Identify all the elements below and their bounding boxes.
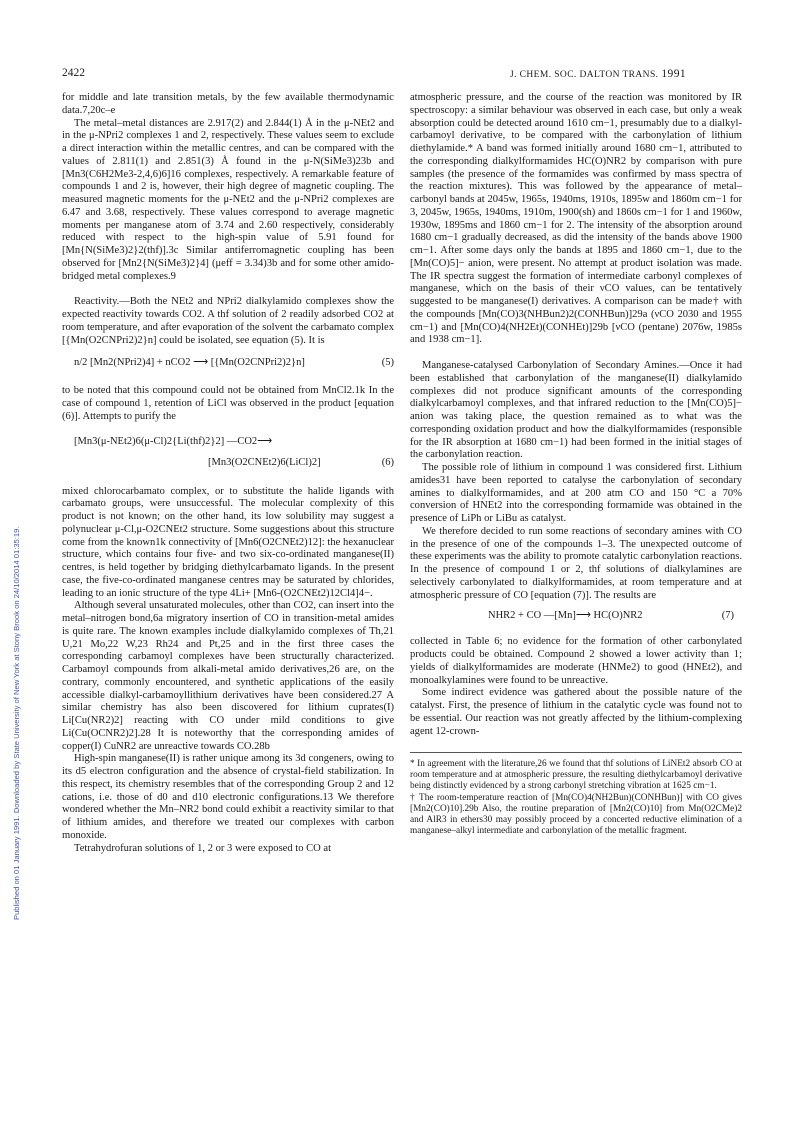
footnote-rule [410,752,742,753]
paragraph: atmospheric pressure, and the course of the reaction was monitored by IR spectroscopy: a similar behaviour was observed in each case, but only a weak absorption could be detected around 1610 cm−1, presumably due to a dialkyl-carbamoyl derivative, to be compared with the carbonylation of lithium diethylamide.* A band was formed initially around 1680 cm−1, attributed to the corresponding dialkylformamides HC(O)NR2 by comparison with pure samples (the presence of the formamides was confirmed by mass spectra of the reaction mixtures). This was followed by the appearance of metal–carbonyl bands at 2045w, 1965s, 1940ms, 1910s, 1895w and 1860m cm−1 for 3, 2045w, 1965s, 1940ms, 1910m, 1900(sh) and 1860s cm−1 for 1 and 1960w, 1930w, 1895ms and 1860 cm−1 for 2. The intensity of the absorption around 1680 cm−1 gradually decreased, as did the intensity of the bands above 1900 cm−1. After some days only the bands at 1895 and 1860 cm−1, due to the [Mn(CO)5]− anion, were present. No attempt at product isolation was made. The IR spectra suggest the formation of intermediate carbonyl complexes of manganese, which on the basis of their νCO values, can be tentatively suggested to be manganese(I) derivatives. A comparison can be made† with the compounds [Mn(CO)3(NHBun2)2(CONHBun)]29a (νCO 2030 and 1955 cm−1) and [Mn(CO)4(NH2Et)(CONHEt)]29b [νCO (pentane) 2076w, 1985s and 1938 cm−1]. [410,92,742,346]
equation-body: n/2 [Mn2(NPri2)4] + nCO2 ⟶ [{Mn(O2CNPri2)2}n] [74,357,305,369]
equation-6 [62,436,394,476]
journal-title: J. CHEM. SOC. DALTON TRANS. [510,70,659,80]
paragraph-catalysis: Manganese-catalysed Carbonylation of Secondary Amines.—Once it had been established that carbonylation of the manganese(II) dialkylamido complexes did not produce significant amounts of the corresponding dialkylcarbamoyl complexes, and that infrared reduction to the [Mn(CO)5]− anion was taking place, the question remained as to what was the corresponding oxidation product and how the dialkylformamides (responsible for the IR absorption at 1680 cm−1) had been formed in the initial stages of the carbonylation reaction. [410,360,742,461]
paragraph: Tetrahydrofuran solutions of 1, 2 or 3 were exposed to CO at [74,842,332,854]
download-watermark: Published on 01 January 1991. Downloaded by State University of New York at Stony Brook on 24/10/2014 01:35:19. [12,526,21,920]
right-column [410,92,742,837]
paragraph-reactivity: Reactivity.—Both the NEt2 and NPri2 dialkylamido complexes show the expected reactivity towards CO2. A thf solution of 2 readily adsorbed CO2 at room temperature, and after evaporation of the solvent the carbamato complex [{Mn(O2CNPri2)2}n] could be isolated, see equation (5). It is [62,296,394,346]
page-number: 2422 [62,67,85,79]
running-header [510,68,686,80]
paragraph: The metal–metal distances are 2.917(2) and 2.844(1) Å in the μ-NEt2 and in the μ-NPri2 complexes 1 and 2, respectively. These values seem to exclude a direct interaction within the metallic centres, and can be compared with the values of 2.811(1) and 2.851(3) Å found in the μ-N(SiMe3)23b and [Mn3(C6H2Me3-2,4,6)6]16 complexes, respectively. A remarkable feature of compounds 1 and 2 is, however, their high degree of magnetic coupling. The measured magnetic moments for the μ-NEt2 and the μ-NPri2 complexes are 6.47 and 3.68, respectively. These values correspond to average magnetic moments per manganese atom of 3.74 and 2.60 respectively, considerably reduced with respect to the high-spin value of 5.91 found for [Mn{N(SiMe3)2}2(thf)].3c Similar antiferromagnetic coupling has been observed for [Mn2{N(SiMe3)2}4] (μeff = 3.34)3b and for some other amido-bridged metal complexes.9 [62,117,394,282]
equation-number: (7) [721,610,734,622]
paragraph: Although several unsaturated molecules, other than CO2, can insert into the metal–nitrogen bond,6a migratory insertion of CO in transition-metal amides is quite rare. The known examples include dialkylamido complexes of Th,21 U,21 Mo,22 W,23 Rh24 and Pt,25 and in the first three cases the corresponding carbamoyl complexes have been structurally characterized. Carbamoyl compounds from alkali-metal amido derivatives,26 are, on the contrary, commonly encountered, and synthetic applications of the easily accessible dialkyl-carbamoyllithium derivatives have been considered.27 A similar chemistry has also been discovered for lithium cuprates(I) Li[Cu(NR2)2] reacting with CO under mild conditions to give Li(Cu(OCNR2)2].28 It is noteworthy that the corresponding amides of copper(I) CuNR2 are unreactive towards CO.28b [62,600,394,752]
footnote: † The room-temperature reaction of [Mn(CO)4(NH2Bun)(CONHBun)] with CO gives [Mn2(CO)10].29b Also, the routine preparation of [Mn2(CO)10] from Mn(O2CMe)2 and AlR3 in ethers30 may possibly proceed by a concerted reductive elimination of a manganese–alkyl intermediate and carbonylation of the metallic fragment. [410,792,742,836]
equation-7 [410,610,742,628]
equation-number: (6) [381,456,394,468]
paragraph: to be noted that this compound could not be obtained from MnCl2.1k In the case of compound 1, retention of LiCl was observed in the product [equation (6)]. Attempts to purify the [62,385,394,422]
left-column [62,92,394,855]
paragraph: mixed chlorocarbamato complex, or to substitute the halide ligands with carbamato groups, were unsuccessful. The molecular complexity of this product is not known; on the other hand, its low solubility may suggest a polynuclear μ-Cl,μ-O2CNEt2 structure. Some suggestions about this structure come from the known1k connectivity of [Mn6(O2CNEt2)12]: the hexanuclear structure, which contains four five- and two six-co-ordinated manganese(II) centres, is held together by bridging diethylcarbamato ligands. In the present case, the five-co-ordinated manganese centres may be saturated by chlorides, leading to an ionic structure of the type 4Li+ [Mn6-(O2CNEt2)12Cl4]4−. [62,485,394,599]
equation-5 [62,357,394,373]
equation-line: [Mn3(μ-NEt2)6(μ-Cl)2{Li(thf)2}2] —CO2⟶ [74,435,273,447]
paragraph: High-spin manganese(II) is rather unique among its 3d congeners, owing to its d5 electron configuration and the absence of crystal-field stabilization. In this respect, its chemistry resembles that of the corresponding Group 2 and 12 cations, i.e. those of d0 and d10 electronic configurations.13 We therefore wondered whether the Mn–NR2 bond could exhibit a reactivity similar to that of lithium amides, and therefore we treated our complexes with carbon monoxide. [62,753,394,841]
equation-body: NHR2 + CO —[Mn]⟶ HC(O)NR2 [488,610,643,622]
paragraph: for middle and late transition metals, by the few available thermodynamic data.7,20c–e [62,92,394,116]
paragraph: We therefore decided to run some reactions of secondary amines with CO in the presence of one of the compounds 1–3. The unexpected outcome of these experiments was the ability to promote catalytic carbonylation reactions. In the presence of compound 1 or 2, thf solutions of dialkylamines are selectively carbonylated to dialkylformamides, at room temperature and at atmospheric pressure of CO [equation (7)]. The results are [410,525,742,601]
equation-number: (5) [381,357,394,369]
equation-line: [Mn3(O2CNEt2)6(LiCl)2] [208,456,321,468]
footnote: * In agreement with the literature,26 we found that thf solutions of LiNEt2 absorb CO at room temperature and at atmospheric pressure, the resulting diethylcarbamoyl derivative being distinctly evidenced by a strong carbonyl stretching vibration at 1625 cm−1. [410,759,742,792]
paragraph: collected in Table 6; no evidence for the formation of other carbonylated products could be obtained. Compound 2 showed a lower activity than 1; yields of dialkylformamides are moderate (HNMe2) to good (HNEt2), and monoalkylamines were found to be unreactive. [410,636,742,686]
journal-year: 1991 [661,68,687,80]
paragraph: Some indirect evidence was gathered about the possible nature of the catalyst. First, the presence of lithium in the catalytic cycle was found not to be essential. Our reaction was not greatly affected by the lithium-complexing agent 12-crown- [410,687,742,737]
paragraph: The possible role of lithium in compound 1 was considered first. Lithium amides31 have been reported to catalyse the carbonylation of secondary amines to dialkylformamides, and at 200 atm CO and 150 °C a 70% conversion of HNEt2 into the corresponding formamide was obtained in the presence of LiPh or LiBu as catalyst. [410,462,742,524]
